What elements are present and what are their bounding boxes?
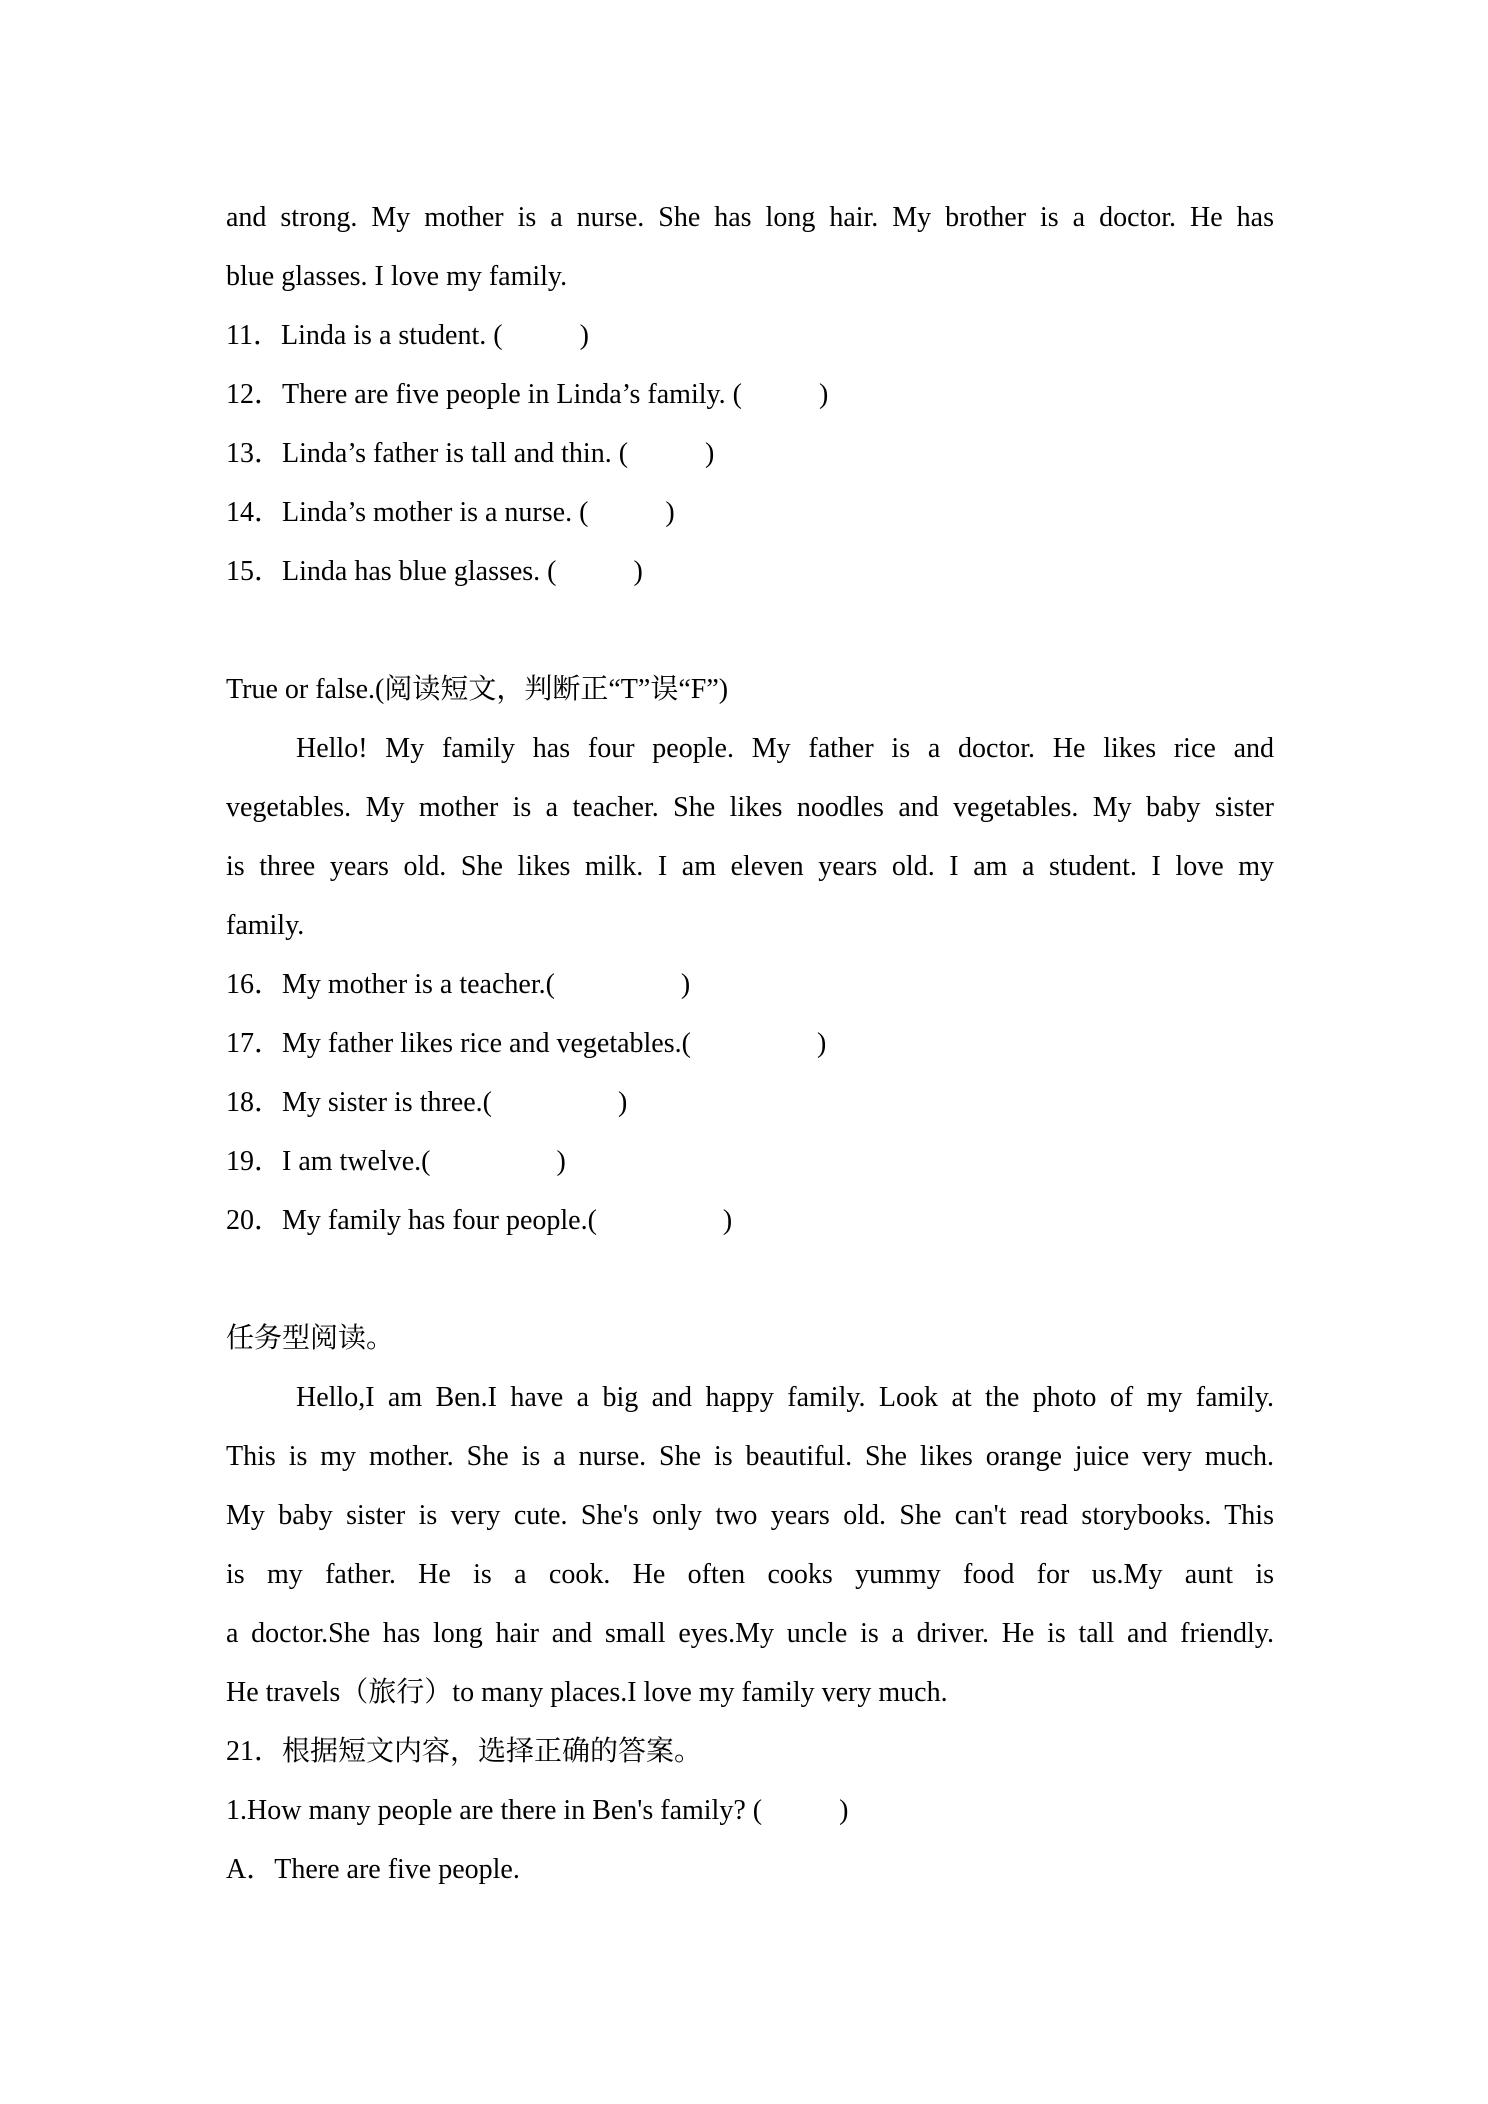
question-13 (226, 424, 1274, 483)
question-text: Linda’s mother is a nurse. ( ) (282, 497, 675, 528)
sub-question-1: 1.How many people are there in Ben's family? ( ) (226, 1795, 849, 1826)
question-number: 21． (226, 1736, 283, 1767)
question-number: 17． (226, 1028, 283, 1059)
question-text: There are five people in Linda’s family. ( ) (282, 379, 829, 410)
document-page (226, 188, 1274, 1899)
option-text: There are five people. (274, 1854, 520, 1885)
question-17 (226, 1014, 1274, 1073)
question-text: My family has four people.( ) (282, 1205, 733, 1236)
question-20 (226, 1191, 1274, 1250)
option-label: A． (226, 1854, 275, 1885)
question-number: 12． (226, 379, 283, 410)
question-11 (226, 306, 1274, 365)
question-14 (226, 483, 1274, 542)
question-text: My father likes rice and vegetables.( ) (282, 1028, 827, 1059)
section3-passage-line1: Hello,I am Ben.I have a big and happy family. Look at the photo of my family. (296, 1382, 1274, 1413)
section3-passage-line3: My baby sister is very cute. She's only two years old. She can't read storybooks. This (226, 1500, 1274, 1531)
question-21 (226, 1722, 1274, 1781)
question-text: Linda’s father is tall and thin. ( ) (282, 438, 715, 469)
section2-heading: True or false.(阅读短文，判断正“T”误“F”) (226, 674, 729, 705)
section2-passage-line4: family. (226, 910, 305, 941)
option-a (226, 1840, 1274, 1899)
section-gap (226, 1250, 1274, 1309)
question-text: My mother is a teacher.( ) (282, 969, 691, 1000)
question-15 (226, 542, 1274, 601)
passage1-line1: and strong. My mother is a nurse. She has long hair. My brother is a doctor. He has (226, 202, 1274, 233)
question-16 (226, 955, 1274, 1014)
question-text: My sister is three.( ) (282, 1087, 628, 1118)
section3-passage-line2: This is my mother. She is a nurse. She is beautiful. She likes orange juice very much. (226, 1441, 1274, 1472)
section3-passage-line6: He travels（旅行）to many places.I love my family very much. (226, 1677, 948, 1708)
question-text: Linda is a student. ( ) (280, 320, 589, 351)
question-number: 18． (226, 1087, 283, 1118)
question-text: 根据短文内容，选择正确的答案。 (282, 1736, 703, 1767)
passage1-line2: blue glasses. I love my family. (226, 261, 568, 292)
question-12 (226, 365, 1274, 424)
question-number: 16． (226, 969, 283, 1000)
question-19 (226, 1132, 1274, 1191)
question-number: 13． (226, 438, 283, 469)
section2-passage-line2: vegetables. My mother is a teacher. She likes noodles and vegetables. My baby sister (226, 792, 1274, 823)
question-number: 14． (226, 497, 283, 528)
question-18 (226, 1073, 1274, 1132)
question-number: 20． (226, 1205, 283, 1236)
question-number: 11． (226, 320, 281, 351)
section3-heading: 任务型阅读。 (226, 1323, 395, 1354)
question-number: 19． (226, 1146, 283, 1177)
question-number: 15． (226, 556, 283, 587)
section2-passage-line3: is three years old. She likes milk. I am eleven years old. I am a student. I love my (226, 851, 1274, 882)
section3-passage-line5: a doctor.She has long hair and small eyes.My uncle is a driver. He is tall and friendly. (226, 1618, 1274, 1649)
section2-passage-line1: Hello! My family has four people. My father is a doctor. He likes rice and (296, 733, 1274, 764)
section-gap (226, 601, 1274, 660)
question-text: Linda has blue glasses. ( ) (282, 556, 643, 587)
question-text: I am twelve.( ) (282, 1146, 566, 1177)
section3-passage-line4: is my father. He is a cook. He often cooks yummy food for us.My aunt is (226, 1559, 1274, 1590)
